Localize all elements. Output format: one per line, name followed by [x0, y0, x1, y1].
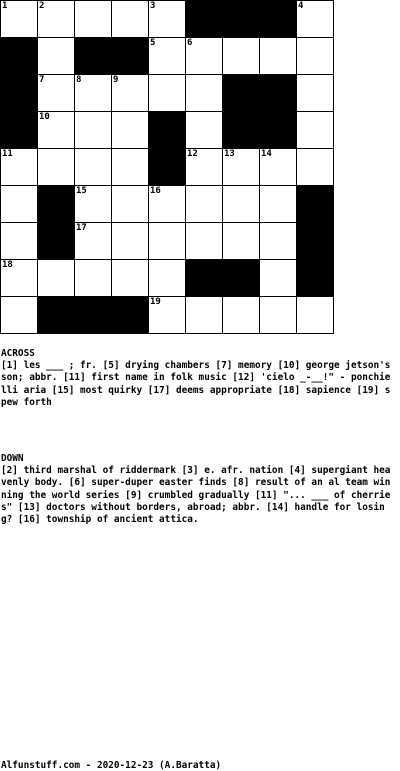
grid-cell[interactable] — [111, 111, 149, 149]
black-square — [148, 111, 186, 149]
grid-cell[interactable] — [74, 148, 112, 186]
grid-cell[interactable] — [111, 185, 149, 223]
footer-credit: Alfunstuff.com - 2020-12-23 (A.Baratta) — [1, 760, 222, 771]
grid-cell[interactable] — [296, 0, 334, 38]
clue-number: 19 — [150, 297, 161, 307]
clue-number: 16 — [150, 186, 161, 196]
grid-cell[interactable] — [296, 148, 334, 186]
grid-cell[interactable] — [296, 111, 334, 149]
grid-cell[interactable] — [185, 148, 223, 186]
black-square — [185, 259, 223, 297]
grid-cell[interactable] — [111, 259, 149, 297]
grid-cell[interactable] — [259, 296, 297, 334]
black-square — [296, 185, 334, 223]
clue-number: 5 — [150, 38, 156, 48]
black-square — [259, 111, 297, 149]
grid-cell[interactable] — [37, 111, 75, 149]
black-square — [0, 111, 38, 149]
black-square — [259, 74, 297, 112]
grid-cell[interactable] — [296, 74, 334, 112]
grid-cell[interactable] — [222, 222, 260, 260]
black-square — [222, 111, 260, 149]
grid-cell[interactable] — [0, 222, 38, 260]
clue-number: 4 — [298, 1, 304, 11]
across-clues — [1, 348, 393, 409]
grid-cell[interactable] — [111, 148, 149, 186]
black-square — [74, 296, 112, 334]
grid-cell[interactable] — [259, 37, 297, 75]
grid-cell[interactable] — [259, 259, 297, 297]
black-square — [296, 259, 334, 297]
grid-cell[interactable] — [74, 259, 112, 297]
grid-cell[interactable] — [222, 296, 260, 334]
grid-cell[interactable] — [37, 148, 75, 186]
clue-number: 8 — [76, 75, 82, 85]
grid-cell[interactable] — [148, 74, 186, 112]
clue-number: 15 — [76, 186, 87, 196]
grid-cell[interactable] — [74, 185, 112, 223]
down-clue-text: [2] third marshal of riddermark [3] e. afr. nation [4] supergiant heavenly body. [6] super-duper easter finds [8] result of an al team winning the world series [9] crumbled gradually [11] "... ___ of cherries" [13] doctors without borders, abroad; abbr. [14] handle for losing? [16] township of ancient attica. — [1, 465, 391, 526]
clue-number: 7 — [39, 75, 45, 85]
grid-cell[interactable] — [37, 0, 75, 38]
grid-cell[interactable] — [0, 259, 38, 297]
grid-cell[interactable] — [148, 37, 186, 75]
black-square — [37, 296, 75, 334]
grid-cell[interactable] — [296, 296, 334, 334]
grid-cell[interactable] — [111, 222, 149, 260]
grid-cell[interactable] — [111, 0, 149, 38]
grid-cell[interactable] — [74, 222, 112, 260]
black-square — [37, 222, 75, 260]
black-square — [37, 185, 75, 223]
grid-cell[interactable] — [0, 296, 38, 334]
grid-cell[interactable] — [222, 185, 260, 223]
grid-cell[interactable] — [0, 185, 38, 223]
grid-cell[interactable] — [259, 185, 297, 223]
clue-number: 2 — [39, 1, 45, 11]
down-heading: DOWN — [1, 453, 24, 464]
grid-cell[interactable] — [222, 148, 260, 186]
black-square — [185, 0, 223, 38]
grid-cell[interactable] — [148, 185, 186, 223]
clue-number: 6 — [187, 38, 193, 48]
grid-cell[interactable] — [0, 0, 38, 38]
clue-number: 3 — [150, 1, 156, 11]
grid-cell[interactable] — [185, 296, 223, 334]
grid-cell[interactable] — [37, 259, 75, 297]
clue-number: 17 — [76, 223, 87, 233]
black-square — [74, 37, 112, 75]
grid-cell[interactable] — [185, 185, 223, 223]
grid-cell[interactable] — [37, 37, 75, 75]
grid-cell[interactable] — [74, 0, 112, 38]
across-heading: ACROSS — [1, 348, 35, 359]
black-square — [148, 148, 186, 186]
crossword-grid — [0, 0, 334, 334]
black-square — [111, 296, 149, 334]
grid-cell[interactable] — [185, 222, 223, 260]
grid-cell[interactable] — [74, 74, 112, 112]
black-square — [111, 37, 149, 75]
clue-number: 18 — [2, 260, 13, 270]
black-square — [0, 37, 38, 75]
clue-number: 14 — [261, 149, 272, 159]
grid-cell[interactable] — [222, 37, 260, 75]
black-square — [259, 0, 297, 38]
black-square — [222, 259, 260, 297]
across-clue-text: [1] les ___ ; fr. [5] drying chambers [7] memory [10] george jetson's son; abbr. [11] first name in folk music [12] 'cielo _-__!" - ponchielli aria [15] most quirky [17] deems appropriate [18] sapience [19] spew forth — [1, 360, 391, 408]
clue-number: 12 — [187, 149, 198, 159]
black-square — [0, 74, 38, 112]
grid-cell[interactable] — [0, 148, 38, 186]
clue-number: 10 — [39, 112, 50, 122]
grid-cell[interactable] — [296, 37, 334, 75]
grid-cell[interactable] — [259, 148, 297, 186]
grid-cell[interactable] — [185, 37, 223, 75]
grid-cell[interactable] — [148, 0, 186, 38]
clue-number: 9 — [113, 75, 119, 85]
grid-cell[interactable] — [148, 296, 186, 334]
down-clues — [1, 453, 393, 526]
clue-number: 11 — [2, 149, 13, 159]
grid-cell[interactable] — [185, 74, 223, 112]
grid-cell[interactable] — [259, 222, 297, 260]
black-square — [222, 74, 260, 112]
clue-number: 13 — [224, 149, 235, 159]
black-square — [296, 222, 334, 260]
grid-cell[interactable] — [74, 111, 112, 149]
grid-cell[interactable] — [185, 111, 223, 149]
black-square — [222, 0, 260, 38]
clue-number: 1 — [2, 1, 8, 11]
grid-cell[interactable] — [37, 74, 75, 112]
grid-cell[interactable] — [148, 222, 186, 260]
grid-cell[interactable] — [111, 74, 149, 112]
grid-cell[interactable] — [148, 259, 186, 297]
